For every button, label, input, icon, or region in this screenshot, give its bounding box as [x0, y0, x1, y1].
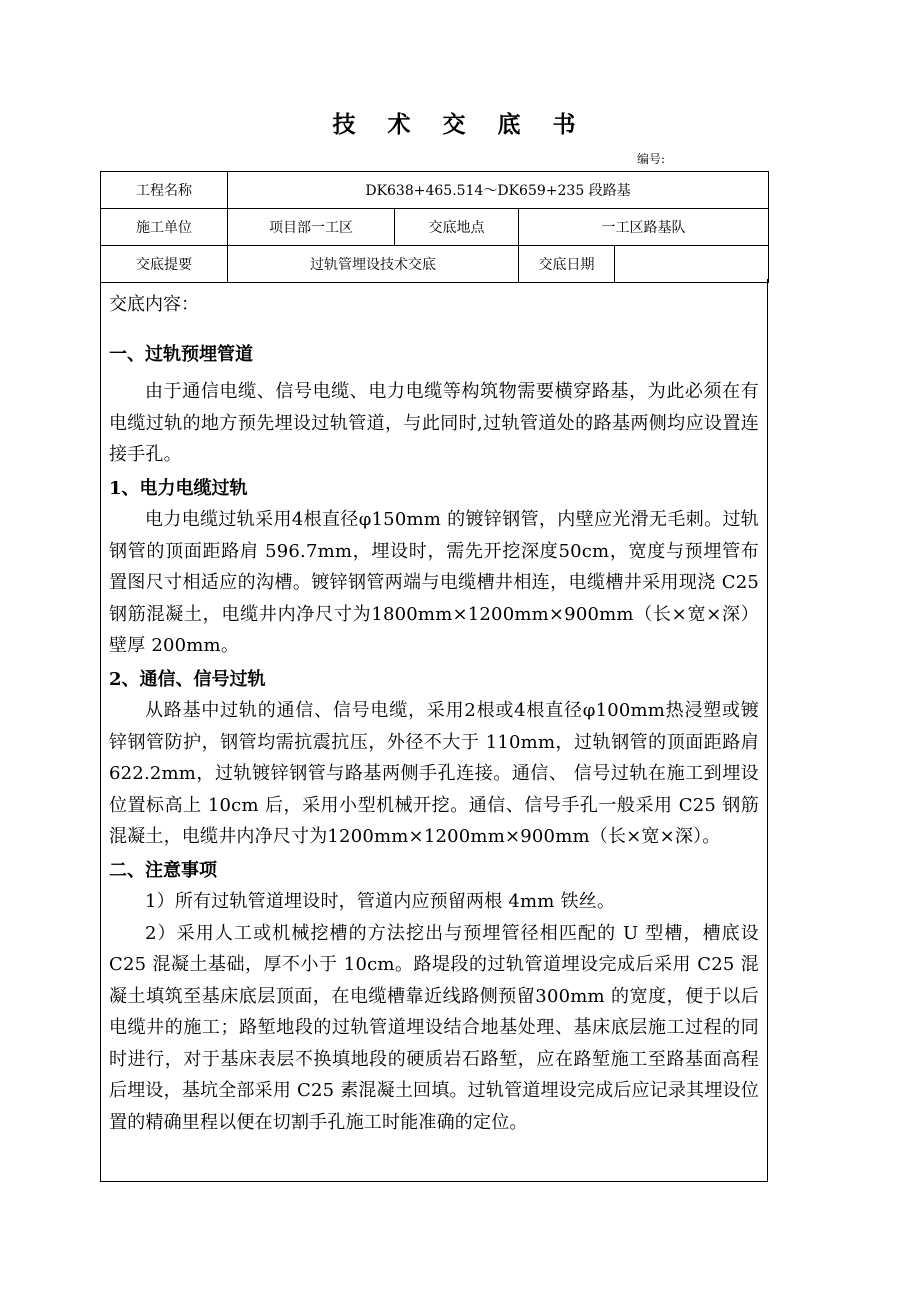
summary-row	[101, 246, 769, 283]
note-1: 1）所有过轨管道埋设时，管道内应预留两根 4mm 铁丝。	[145, 891, 616, 912]
project-name-row	[101, 172, 769, 209]
subsection2-text: 从路基中过轨的通信、信号电缆，采用2根或4根直径φ100mm热浸塑或镀锌钢管防护，钢管均需抗震抗压，外径不大于 110mm，过轨钢管的顶面距路肩 622.2mm，过轨镀锌钢管与路基两侧手孔连接。通信、 信号过轨在施工到埋设位置标高上 10cm 后，采用小型机械开挖。通信、信号手孔一般采用 C25 钢筋混凝土，电缆井内净尺寸为1200mm×1200mm×900mm（长×宽×深）。	[109, 700, 759, 847]
subsection1-title: 1、电力电缆过轨	[109, 477, 248, 499]
section1-intro: 由于通信电缆、信号电缆、电力电缆等构筑物需要横穿路基，为此必须在有电缆过轨的地方预先埋设过轨管道，与此同时,过轨管道处的路基两侧均应设置连接手孔。	[109, 381, 759, 465]
summary-label: 交底提要	[101, 246, 228, 283]
document-number-label: 编号:	[637, 152, 666, 166]
section1-title: 一、过轨预埋管道	[109, 343, 253, 365]
content-label: 交底内容：	[109, 294, 199, 315]
header-table	[100, 171, 769, 283]
subsection2-title: 2、通信、信号过轨	[109, 668, 266, 690]
construction-unit-label: 施工单位	[101, 209, 228, 246]
date-value	[615, 246, 769, 283]
construction-unit-row	[101, 209, 769, 246]
location-label: 交底地点	[395, 209, 519, 246]
note-2: 2）采用人工或机械挖槽的方法挖出与预埋管径相匹配的 U 型槽，槽底设 C25 混凝土基础，厚不小于 10cm。路堤段的过轨管道埋设完成后采用 C25 混凝土填筑至基床底层顶面，在电缆槽靠近线路侧预留300mm 的宽度，便于以后电缆井的施工；路堑地段的过轨管道埋设结合地基处理、基床底层施工过程的同时进行，对于基床表层不换填地段的硬质岩石路堑，应在路堑施工至路基面高程后埋设，基坑全部采用 C25 素混凝土回填。过轨管道埋设完成后应记录其埋设位置的精确里程以便在切割手孔施工时能准确的定位。	[109, 922, 759, 1133]
subsection1-text: 电力电缆过轨采用4根直径φ150mm 的镀锌钢管，内壁应光滑无毛刺。过轨钢管的顶面距路肩 596.7mm，埋设时，需先开挖深度50cm，宽度与预埋管布置图尺寸相适应的沟槽。镀锌钢管两端与电缆槽井相连，电缆槽井采用现浇 C25 钢筋混凝土，电缆井内净尺寸为1800mm×1200mm×900mm（长×宽×深）壁厚 200mm。	[109, 509, 759, 656]
content-box	[100, 279, 768, 1182]
location-value: 一工区路基队	[519, 209, 769, 246]
construction-unit-value: 项目部一工区	[228, 209, 395, 246]
summary-value: 过轨管埋设技术交底	[228, 246, 519, 283]
section2-title: 二、注意事项	[109, 859, 217, 881]
document-title: 技 术 交 底 书	[332, 111, 588, 138]
project-name-label: 工程名称	[101, 172, 228, 209]
date-label: 交底日期	[519, 246, 615, 283]
project-name-value: DK638+465.514～DK659+235 段路基	[228, 172, 769, 209]
